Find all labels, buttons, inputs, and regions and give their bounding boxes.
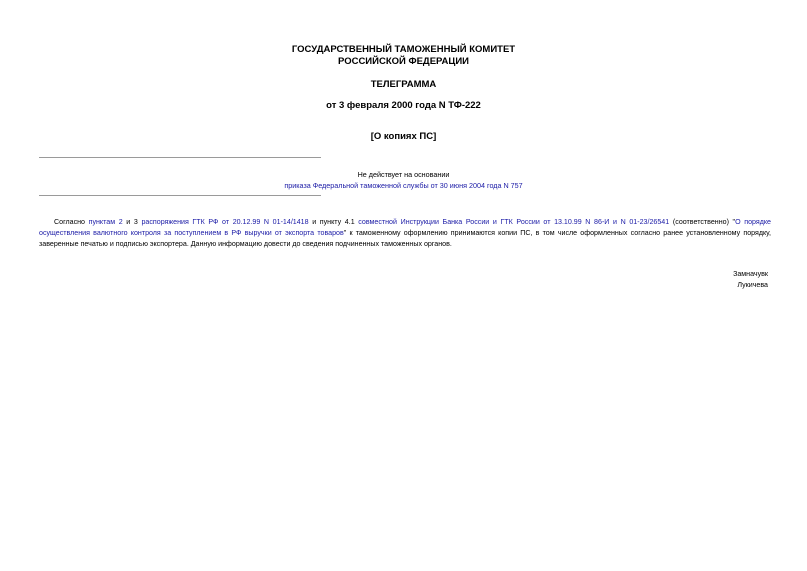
link-joint-instruction[interactable]: совместной Инструкции Банка России и ГТК России от 13.10.99 N 86-И и N 01-23/26541 — [358, 218, 670, 226]
divider-top — [39, 157, 321, 158]
repeal-order-link[interactable]: приказа Федеральной таможенной службы от 30 июня 2004 года N 757 — [284, 181, 523, 190]
body-text-1: Согласно — [54, 218, 89, 226]
signatory-name: Лукичева — [737, 281, 768, 289]
signatory-title: Замначувк — [733, 270, 768, 278]
link-currency-control[interactable]: О порядке осуществления валютного контроля за поступлением в РФ выручки от экспорта товаров — [39, 218, 771, 238]
body-text-4: (соответственно) " — [669, 218, 736, 226]
body-text-5: " к таможенному оформлению принимаются копии ПС, в том числе оформленных согласно ранее установленному порядку, заверенные печатью и подписью экспортера. Данную информацию довести до сведения подчиненных таможенных органов. — [39, 229, 771, 249]
authority-line-1: ГОСУДАРСТВЕННЫЙ ТАМОЖЕННЫЙ КОМИТЕТ — [291, 44, 516, 55]
divider-bottom — [39, 195, 321, 196]
body-text-3: и пункту 4.1 — [308, 218, 359, 226]
status-note: Не действует на основании — [357, 170, 450, 179]
body-text-2: и 3 — [122, 218, 142, 226]
document-type: ТЕЛЕГРАММА — [370, 79, 437, 90]
link-items-2[interactable]: пунктам 2 — [88, 218, 123, 226]
body-paragraph — [39, 217, 771, 251]
status-link-row — [0, 180, 807, 191]
document-subject: [О копиях ПС] — [370, 131, 437, 142]
issuing-authority — [0, 44, 807, 68]
document-date: от 3 февраля 2000 года N ТФ-222 — [326, 100, 481, 111]
authority-line-2: РОССИЙСКОЙ ФЕДЕРАЦИИ — [337, 56, 469, 67]
link-gtk-order[interactable]: распоряжения ГТК РФ от 20.12.99 N 01-14/1418 — [141, 218, 309, 226]
